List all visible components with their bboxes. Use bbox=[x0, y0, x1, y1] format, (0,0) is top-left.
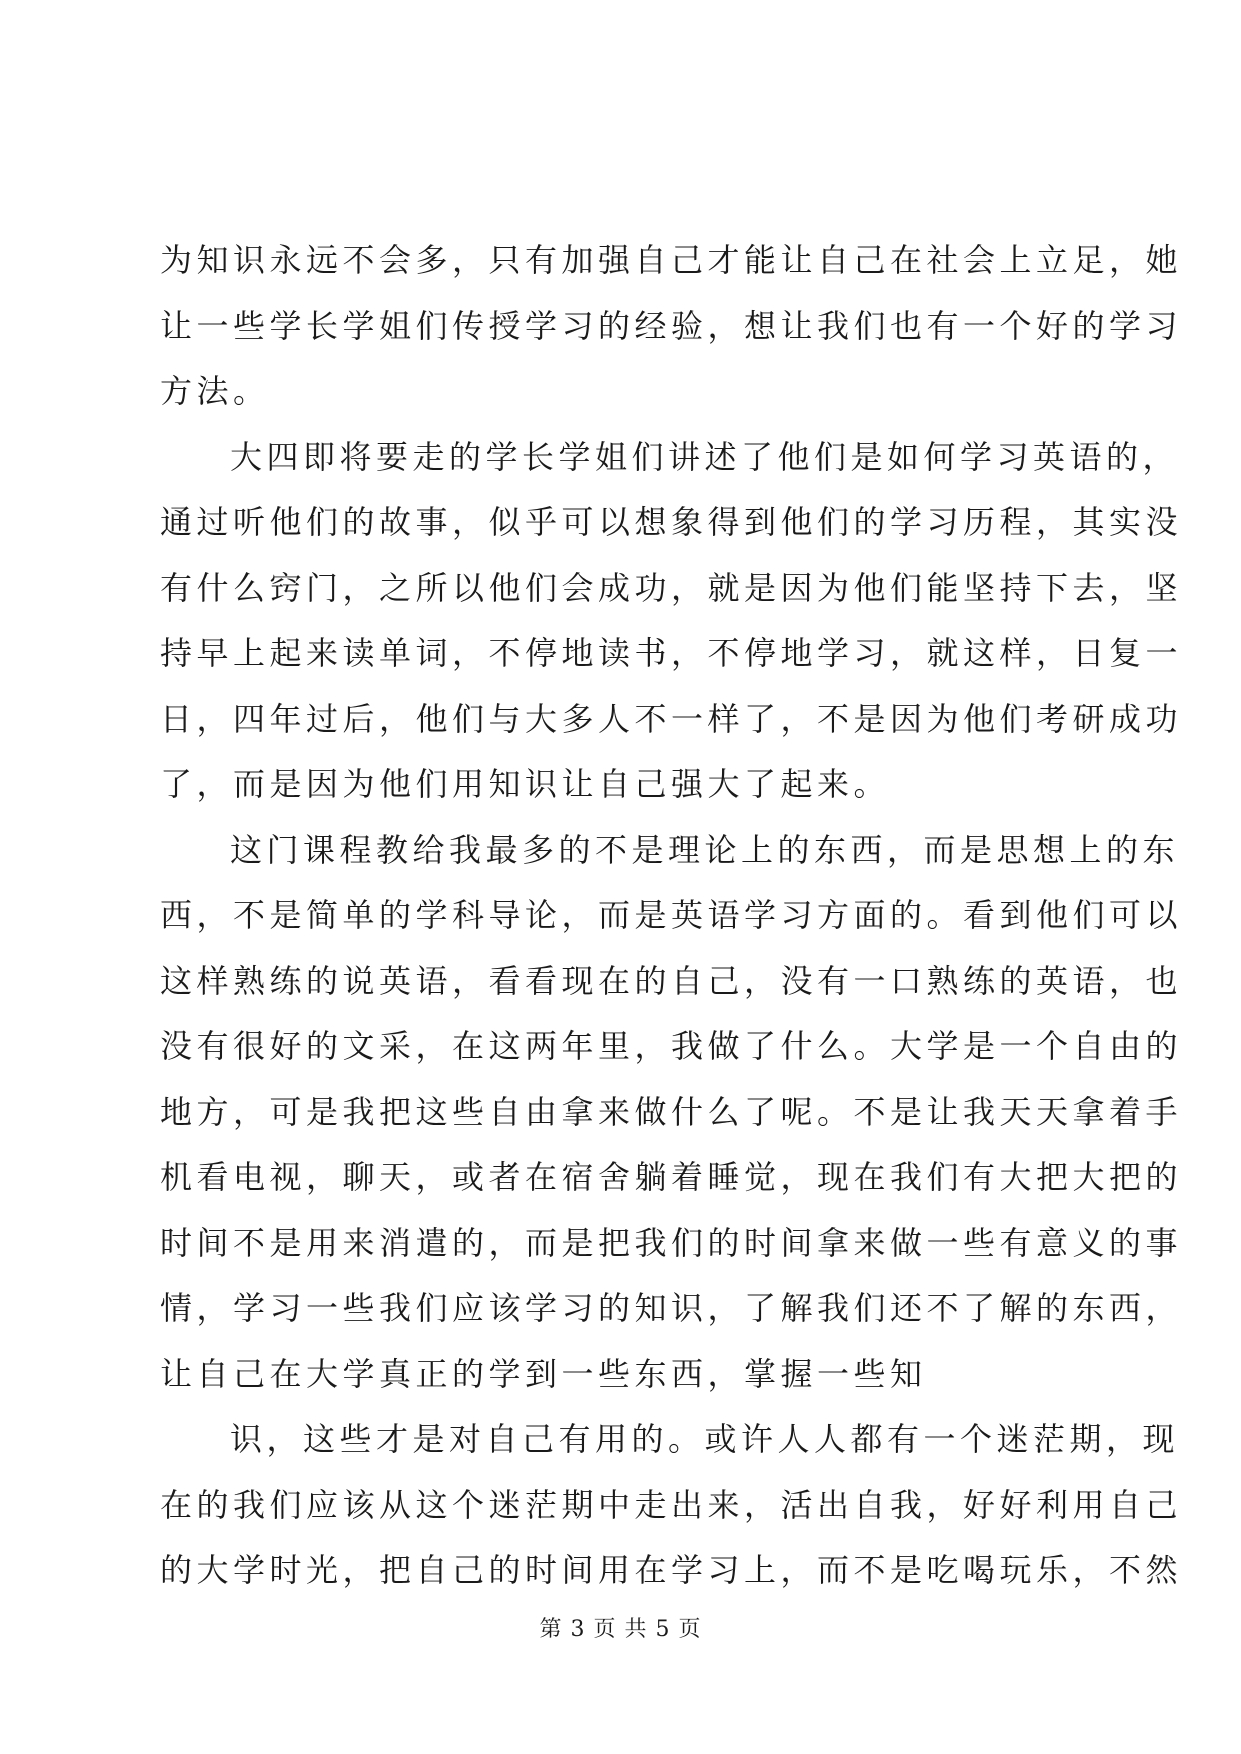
text-line: 大四即将要走的学长学姐们讲述了他们是如何学习英语的， bbox=[230, 437, 1180, 476]
text-line: 时间不是用来消遣的，而是把我们的时间拿来做一些有意义的事 bbox=[160, 1223, 1183, 1262]
text-line: 这门课程教给我最多的不是理论上的东西，而是思想上的东 bbox=[230, 830, 1180, 869]
text-line: 方法。 bbox=[160, 372, 270, 410]
text-line: 有什么窍门，之所以他们会成功，就是因为他们能坚持下去，坚 bbox=[160, 568, 1183, 607]
text-line: 这样熟练的说英语，看看现在的自己，没有一口熟练的英语，也 bbox=[160, 961, 1183, 1000]
text-line: 地方，可是我把这些自由拿来做什么了呢。不是让我天天拿着手 bbox=[160, 1092, 1183, 1131]
text-line: 让自己在大学真正的学到一些东西，掌握一些知 bbox=[160, 1354, 927, 1393]
text-line: 在的我们应该从这个迷茫期中走出来，活出自我，好好利用自己 bbox=[160, 1485, 1183, 1524]
text-line: 的大学时光，把自己的时间用在学习上，而不是吃喝玩乐，不然 bbox=[160, 1551, 1183, 1589]
text-line: 情，学习一些我们应该学习的知识，了解我们还不了解的东西， bbox=[160, 1289, 1183, 1327]
text-line: 日，四年过后，他们与大多人不一样了，不是因为他们考研成功 bbox=[160, 699, 1183, 738]
text-line: 没有很好的文采，在这两年里，我做了什么。大学是一个自由的 bbox=[160, 1027, 1183, 1065]
text-line: 西，不是简单的学科导论，而是英语学习方面的。看到他们可以 bbox=[160, 896, 1183, 934]
text-line: 了，而是因为他们用知识让自己强大了起来。 bbox=[160, 765, 891, 803]
text-line: 持早上起来读单词，不停地读书，不停地学习，就这样，日复一 bbox=[160, 634, 1183, 672]
text-line: 机看电视，聊天，或者在宿舍躺着睡觉，现在我们有大把大把的 bbox=[160, 1158, 1183, 1196]
body-text bbox=[160, 228, 1183, 1604]
text-line: 通过听他们的故事，似乎可以想象得到他们的学习历程，其实没 bbox=[160, 503, 1183, 541]
text-line: 识，这些才是对自己有用的。或许人人都有一个迷茫期，现 bbox=[230, 1420, 1180, 1458]
text-line: 让一些学长学姐们传授学习的经验，想让我们也有一个好的学习 bbox=[160, 306, 1183, 345]
text-line: 为知识永远不会多，只有加强自己才能让自己在社会上立足，她 bbox=[160, 241, 1183, 279]
page-footer: 第 3 页 共 5 页 bbox=[539, 1617, 702, 1642]
